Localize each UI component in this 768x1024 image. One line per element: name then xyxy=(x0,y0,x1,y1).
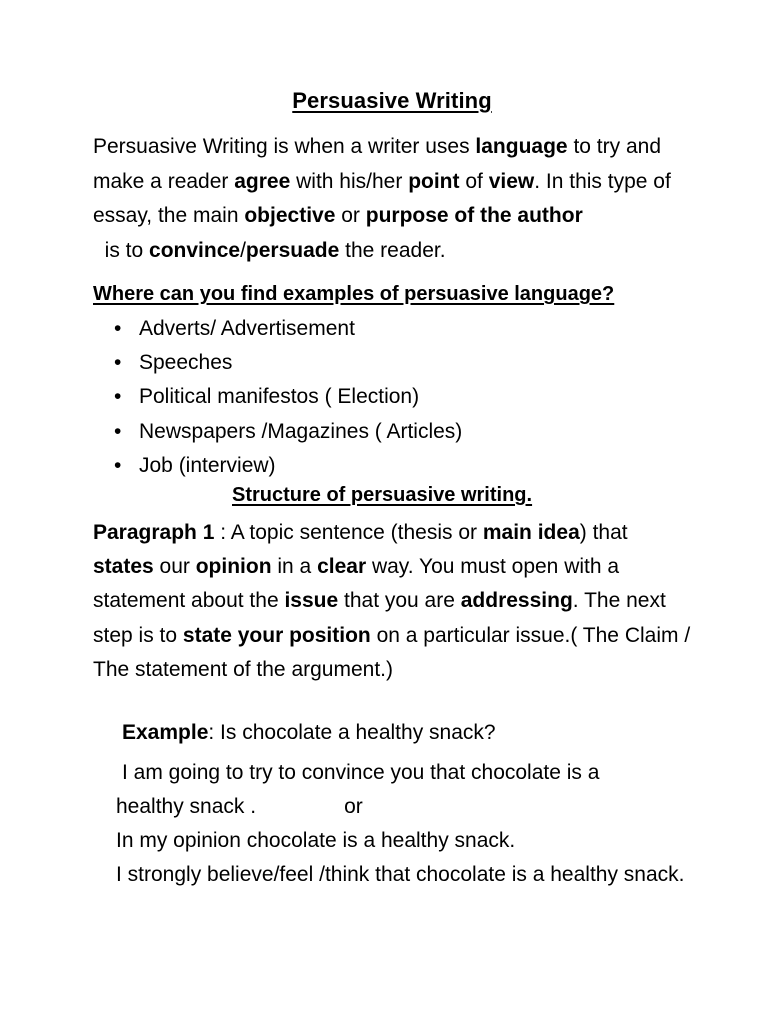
list-item-label: Adverts/ Advertisement xyxy=(139,317,355,340)
structure-heading: Structure of persuasive writing. xyxy=(232,484,533,506)
or-separator: or xyxy=(344,795,363,819)
list-item xyxy=(114,415,462,449)
example-question xyxy=(122,721,496,745)
example-sentence-1 xyxy=(116,756,686,824)
bullet-icon: • xyxy=(114,453,122,477)
list-item-label: Speeches xyxy=(139,351,233,375)
intro-text: / xyxy=(240,238,246,262)
intro-paragraph xyxy=(93,130,693,268)
paragraph-bold-term: opinion xyxy=(195,555,272,579)
list-item xyxy=(114,449,462,483)
paragraph-text: our xyxy=(153,555,196,579)
paragraph-bold-term: state your position xyxy=(182,623,371,647)
list-item xyxy=(114,380,462,414)
bullet-icon: • xyxy=(114,385,122,409)
list-item-label: Political manifestos ( Election) xyxy=(139,385,420,409)
example-sentence-1-line-2 xyxy=(116,790,686,824)
page-title: Persuasive Writing xyxy=(292,88,492,113)
paragraph-text: on a particular issue.( The Claim / The statement of the argument.) xyxy=(93,623,691,681)
example-label: Example xyxy=(122,721,209,744)
paragraph-text: way. You must open with a statement about the xyxy=(93,555,620,613)
intro-text: of xyxy=(459,169,489,193)
list-item xyxy=(114,346,462,380)
intro-bold-term: agree xyxy=(234,169,291,193)
intro-text: . In this type of essay, the main xyxy=(93,169,671,227)
list-item-label: Job (interview) xyxy=(139,453,276,477)
paragraph-bold-term: addressing xyxy=(460,589,573,613)
example-question-text: : Is chocolate a healthy snack? xyxy=(208,721,496,744)
examples-heading: Where can you find examples of persuasive language? xyxy=(93,283,615,305)
bullet-icon: • xyxy=(114,351,122,375)
intro-text: Persuasive Writing is when a writer uses xyxy=(93,135,476,158)
intro-bold-term: convince xyxy=(149,238,241,262)
paragraph-bold-term: issue xyxy=(284,589,339,613)
paragraph-bold-term: states xyxy=(93,555,154,579)
paragraph-text: : A topic sentence (thesis or xyxy=(214,521,483,544)
examples-list xyxy=(114,312,462,483)
bullet-icon: • xyxy=(114,317,122,340)
paragraph-bold-term: main idea xyxy=(482,521,580,544)
example-sentence-3: I strongly believe/feel /think that chocolate is a healthy snack. xyxy=(116,863,685,886)
intro-bold-term: language xyxy=(475,135,568,158)
paragraph-1 xyxy=(93,516,693,687)
bullet-icon: • xyxy=(114,419,122,443)
intro-bold-term: point xyxy=(408,169,460,193)
example-sentence-1-line-1: I am going to try to convince you that chocolate is a xyxy=(122,761,600,784)
intro-bold-term: purpose of the author xyxy=(365,204,583,227)
intro-text: the reader. xyxy=(339,238,446,262)
intro-bold-term: objective xyxy=(244,204,336,227)
example-sentence-1-end: healthy snack . xyxy=(116,795,257,819)
example-sentence-2: In my opinion chocolate is a healthy snack. xyxy=(116,829,516,852)
paragraph-label: Paragraph 1 xyxy=(93,521,215,544)
paragraph-text: ) that xyxy=(579,521,628,544)
paragraph-text: . The next step is to xyxy=(93,589,666,647)
list-item-label: Newspapers /Magazines ( Articles) xyxy=(139,419,463,443)
intro-text: is to xyxy=(93,238,150,262)
intro-text: to try and make a reader xyxy=(93,135,661,193)
intro-text: or xyxy=(335,204,366,227)
paragraph-text: in a xyxy=(271,555,318,579)
paragraph-text: that you are xyxy=(338,589,461,613)
list-item xyxy=(114,312,462,346)
paragraph-bold-term: clear xyxy=(317,555,367,579)
intro-bold-term: persuade xyxy=(245,238,340,262)
intro-bold-term: view xyxy=(488,169,535,193)
intro-text: with his/her xyxy=(290,169,409,193)
